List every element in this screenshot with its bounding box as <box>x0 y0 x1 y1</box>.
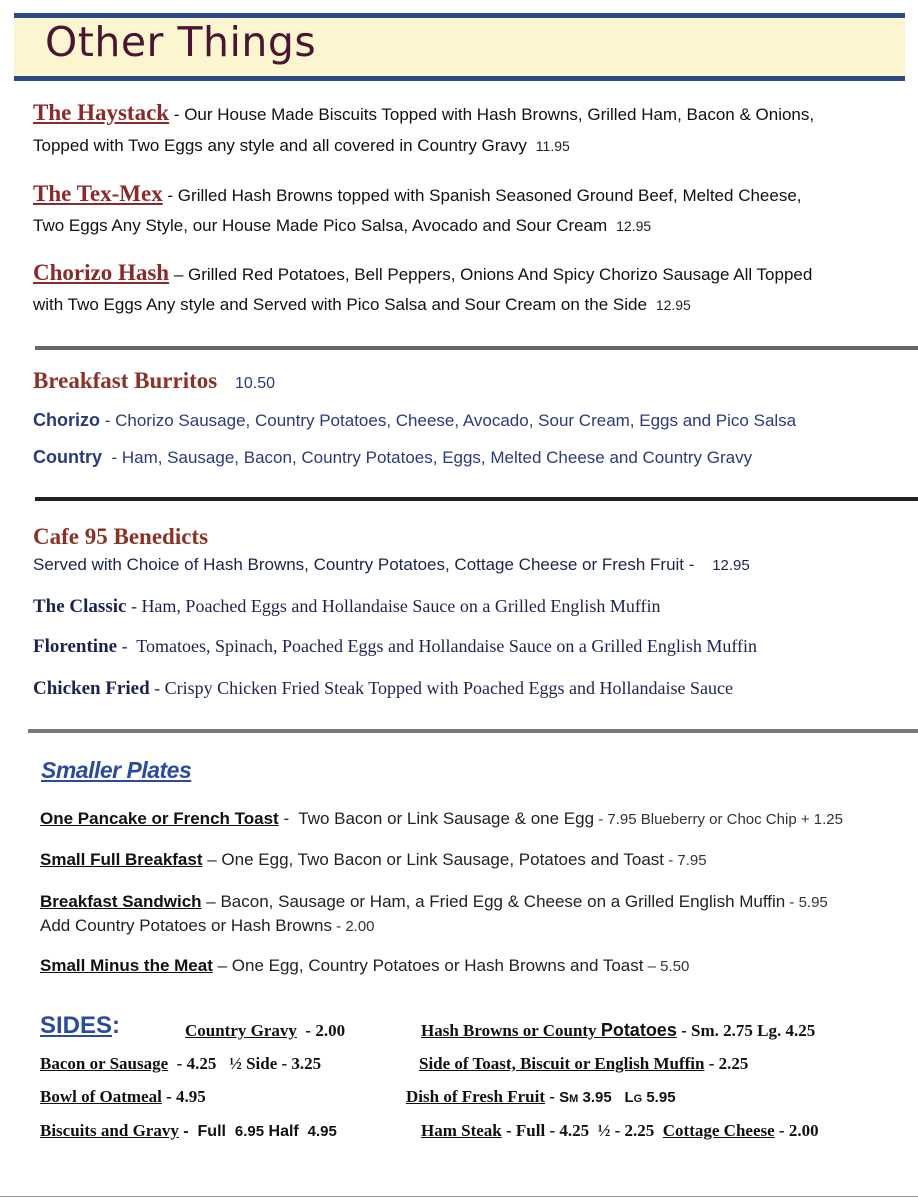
item-name: Chicken Fried <box>33 678 150 699</box>
side-price-sm: Sm 3.95 <box>559 1089 612 1106</box>
item-desc: – One Egg, Two Bacon or Link Sausage, Potatoes and Toast <box>202 850 665 869</box>
side-biscuits-gravy <box>40 1121 337 1141</box>
item-sep: - <box>102 448 122 467</box>
item-name: Breakfast Sandwich <box>40 892 202 911</box>
dish-tex-mex-line2 <box>33 211 893 242</box>
item-desc: – Bacon, Sausage or Ham, a Fried Egg & Cheese on a Grilled English Muffin <box>201 892 786 911</box>
smaller-item-extra <box>40 911 900 942</box>
item-name: Small Minus the Meat <box>40 956 213 975</box>
item-desc: Crispy Chicken Fried Steak Topped with Poached Eggs and Hollandaise Sauce <box>164 678 733 698</box>
section-divider <box>35 497 918 501</box>
item-price: - 7.95 <box>664 852 707 869</box>
served-desc: Served with Choice of Hash Browns, Country Potatoes, Cottage Cheese or Fresh Fruit - <box>33 555 695 574</box>
side-fresh-fruit <box>406 1087 676 1107</box>
dish-price: 12.95 <box>655 297 691 313</box>
side-price-full: 6.95 <box>234 1123 265 1140</box>
dish-haystack <box>33 98 893 131</box>
side-bacon-sausage <box>40 1054 321 1074</box>
side-price: - 4.25 ½ Side - 3.25 <box>168 1054 322 1073</box>
item-sep: - <box>117 636 137 656</box>
section-price: 12.95 <box>712 557 750 574</box>
page-bottom-border <box>0 1196 918 1197</box>
side-price-half: 4.95 <box>307 1123 337 1140</box>
item-desc: Tomatoes, Spinach, Poached Eggs and Hollandaise Sauce on a Grilled English Muffin <box>136 636 758 656</box>
dish-chorizo-hash-line2 <box>33 290 893 321</box>
section-title: Breakfast Burritos <box>33 368 218 393</box>
item-price: - 5.95 <box>785 894 828 911</box>
side-half-label: Half <box>264 1123 308 1140</box>
side-name: Side of Toast, Biscuit or English Muffin <box>419 1054 705 1073</box>
side-sep: - <box>545 1087 560 1106</box>
side-price-cottage: - 2.00 <box>774 1121 819 1140</box>
side-name: Bowl of Oatmeal <box>40 1087 162 1106</box>
item-name: Small Full Breakfast <box>40 850 203 869</box>
side-price-label: - Full <box>178 1123 235 1140</box>
side-name: Ham Steak <box>421 1121 502 1140</box>
item-name: Country <box>33 447 102 467</box>
dish-desc: Topped with Two Eggs any style and all covered in Country Gravy <box>33 136 527 155</box>
item-sep: - <box>149 678 165 698</box>
section-divider <box>28 729 918 733</box>
item-name: The Classic <box>33 596 127 617</box>
dish-name: The Haystack <box>33 100 170 125</box>
dish-desc: - Grilled Hash Browns topped with Spanish Seasoned Ground Beef, Melted Cheese, <box>162 186 802 205</box>
item-extra: Add Country Potatoes or Hash Browns <box>40 916 332 935</box>
item-desc: – One Egg, Country Potatoes or Hash Browns and Toast <box>212 956 644 975</box>
benedict-classic <box>33 591 893 623</box>
side-name: Bacon or Sausage <box>40 1054 169 1073</box>
smaller-item <box>40 951 900 982</box>
dish-name: The Tex-Mex <box>33 181 163 206</box>
banner-bottom-border <box>14 76 905 81</box>
side-name: Hash Browns or County <box>421 1021 601 1040</box>
section-divider <box>35 346 918 350</box>
burrito-chorizo <box>33 405 893 437</box>
item-desc: Ham, Sausage, Bacon, Country Potatoes, Eggs, Melted Cheese and Country Gravy <box>121 448 753 467</box>
side-name: Dish of Fresh Fruit <box>406 1087 545 1106</box>
item-price: – 5.50 <box>643 958 690 975</box>
dish-desc: Two Eggs Any Style, our House Made Pico Salsa, Avocado and Sour Cream <box>33 216 608 235</box>
smaller-item <box>40 845 900 876</box>
side-name: Country Gravy <box>185 1021 297 1040</box>
sides-colon: : <box>112 1012 121 1039</box>
page-title: Other Things <box>45 18 317 66</box>
burrito-country <box>33 442 893 474</box>
smaller-item <box>40 804 900 835</box>
dish-chorizo-hash <box>33 258 893 291</box>
dish-price: 12.95 <box>616 218 652 234</box>
side-ham-steak <box>421 1121 819 1141</box>
item-name: Chorizo <box>33 410 100 430</box>
side-country-gravy <box>185 1021 345 1041</box>
dish-name: Chorizo Hash <box>33 260 170 285</box>
section-title: Smaller Plates <box>41 757 192 783</box>
section-title: SIDES <box>40 1012 113 1039</box>
item-extra-price: - 2.00 <box>331 918 375 935</box>
sides-title <box>40 1012 120 1040</box>
benedict-florentine <box>33 631 893 663</box>
item-name: Florentine <box>33 636 118 657</box>
side-price: - Sm. 2.75 Lg. 4.25 <box>676 1021 816 1040</box>
side-name-part: Potatoes <box>600 1020 677 1040</box>
side-price: - Full - 4.25 ½ - 2.25 <box>501 1121 663 1140</box>
side-price: - 2.00 <box>296 1021 346 1040</box>
item-desc: - Two Bacon or Link Sausage & one Egg <box>278 809 595 828</box>
side-oatmeal <box>40 1087 206 1107</box>
section-title: Cafe 95 Benedicts <box>33 524 209 549</box>
item-sep: - <box>126 596 142 616</box>
smaller-plates-title <box>41 757 191 784</box>
dish-desc: - Our House Made Biscuits Topped with Hash Browns, Grilled Ham, Bacon & Onions, <box>169 105 815 124</box>
side-price: - 2.25 <box>704 1054 749 1073</box>
side-name: Biscuits and Gravy <box>40 1121 179 1140</box>
dish-desc: with Two Eggs Any style and Served with Pico Salsa and Sour Cream on the Side <box>33 295 647 314</box>
item-name: One Pancake or French Toast <box>40 809 279 828</box>
dish-desc: – Grilled Red Potatoes, Bell Peppers, Onions And Spicy Chorizo Sausage All Topped <box>169 265 813 284</box>
side-toast <box>419 1054 748 1074</box>
burritos-header <box>33 366 893 399</box>
side-hash-browns <box>421 1020 815 1041</box>
item-sep: - <box>100 411 116 430</box>
benedict-chicken-fried <box>33 673 893 705</box>
section-price: 10.50 <box>234 375 276 392</box>
dish-haystack-line2 <box>33 131 893 162</box>
item-desc: Ham, Poached Eggs and Hollandaise Sauce on a Grilled English Muffin <box>141 596 661 616</box>
side-price-lg: Lg 5.95 <box>624 1089 676 1106</box>
side-price: - 4.95 <box>161 1087 206 1106</box>
dish-price: 11.95 <box>535 138 570 154</box>
item-price: - 7.95 Blueberry or Choc Chip + 1.25 <box>594 811 843 828</box>
side-name-cottage: Cottage Cheese <box>662 1121 775 1140</box>
benedicts-served <box>33 550 893 581</box>
item-desc: Chorizo Sausage, Country Potatoes, Cheese, Avocado, Sour Cream, Eggs and Pico Salsa <box>115 411 797 430</box>
dish-tex-mex <box>33 179 893 212</box>
